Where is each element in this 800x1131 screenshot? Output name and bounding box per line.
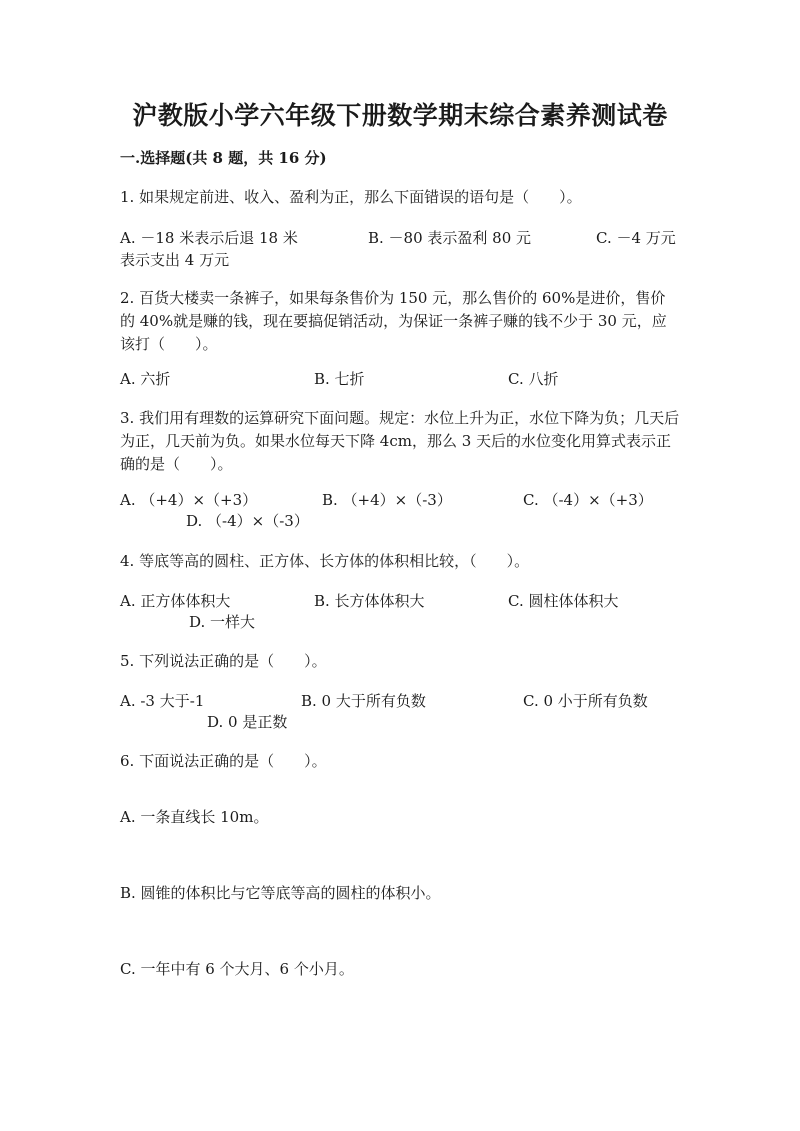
question-2-stem: 2. 百货大楼卖一条裤子，如果每条售价为 150 元，那么售价的 60%是进价，售价的 40%就是赚的钱，现在要搞促销活动，为保证一条裤子赚的钱不少于 30 元，应该打（ ）。 [120,289,667,353]
question-6-stem: 6. 下面说法正确的是（ ）。 [120,752,327,770]
question-5-options [120,690,680,712]
question-3-options [120,489,680,511]
question-3-option-c[interactable]: C. （-4）×（+3） [523,491,653,509]
question-1-option-b[interactable]: B. －80 表示盈利 80 元 [368,229,532,247]
question-2-option-c[interactable]: C. 八折 [508,370,559,388]
question-5-option-c[interactable]: C. 0 小于所有负数 [523,692,648,710]
question-3-option-b[interactable]: B. （+4）×（-3） [322,491,452,509]
question-3-option-d[interactable]: D. （-4）×（-3） [186,512,309,530]
question-4-options [120,590,680,612]
question-1-option-a[interactable]: A. －18 米表示后退 18 米 [120,229,298,247]
question-1-stem: 1. 如果规定前进、收入、盈利为正，那么下面错误的语句是（ ）。 [120,188,582,206]
question-3-option-a[interactable]: A. （+4）×（+3） [120,491,258,509]
question-6-option-b[interactable]: B. 圆锥的体积比与它等底等高的圆柱的体积小。 [120,884,441,902]
question-4-option-d[interactable]: D. 一样大 [189,613,256,631]
question-1-options [120,227,680,249]
question-5-option-a[interactable]: A. -3 大于-1 [120,692,205,710]
question-6-option-a[interactable]: A. 一条直线长 10m。 [120,808,269,826]
page-title: 沪教版小学六年级下册数学期末综合素养测试卷 [132,101,668,130]
question-5-stem: 5. 下列说法正确的是（ ）。 [120,652,327,670]
question-4-option-a[interactable]: A. 正方体体积大 [120,592,231,610]
question-1-option-c[interactable]: C. －4 万元 [596,229,676,247]
question-3-stem: 3. 我们用有理数的运算研究下面问题。规定：水位上升为正，水位下降为负；几天后为正，几天前为负。如果水位每天下降 4cm，那么 3 天后的水位变化用算式表示正确的是（ ）。 [120,409,680,473]
question-5-option-b[interactable]: B. 0 大于所有负数 [301,692,426,710]
question-4-stem: 4. 等底等高的圆柱、正方体、长方体的体积相比较，（ ）。 [120,552,530,570]
question-2-options [120,368,680,390]
question-2-option-b[interactable]: B. 七折 [314,370,365,388]
question-5-option-d[interactable]: D. 0 是正数 [207,713,288,731]
question-2-option-a[interactable]: A. 六折 [120,370,171,388]
question-4-option-c[interactable]: C. 圆柱体体积大 [508,592,619,610]
question-6-option-c[interactable]: C. 一年中有 6 个大月、6 个小月。 [120,960,354,978]
section-heading: 一.选择题(共 8 题，共 16 分) [120,149,327,167]
question-1-option-c-continuation: 表示支出 4 万元 [120,251,230,269]
question-4-option-b[interactable]: B. 长方体体积大 [314,592,425,610]
